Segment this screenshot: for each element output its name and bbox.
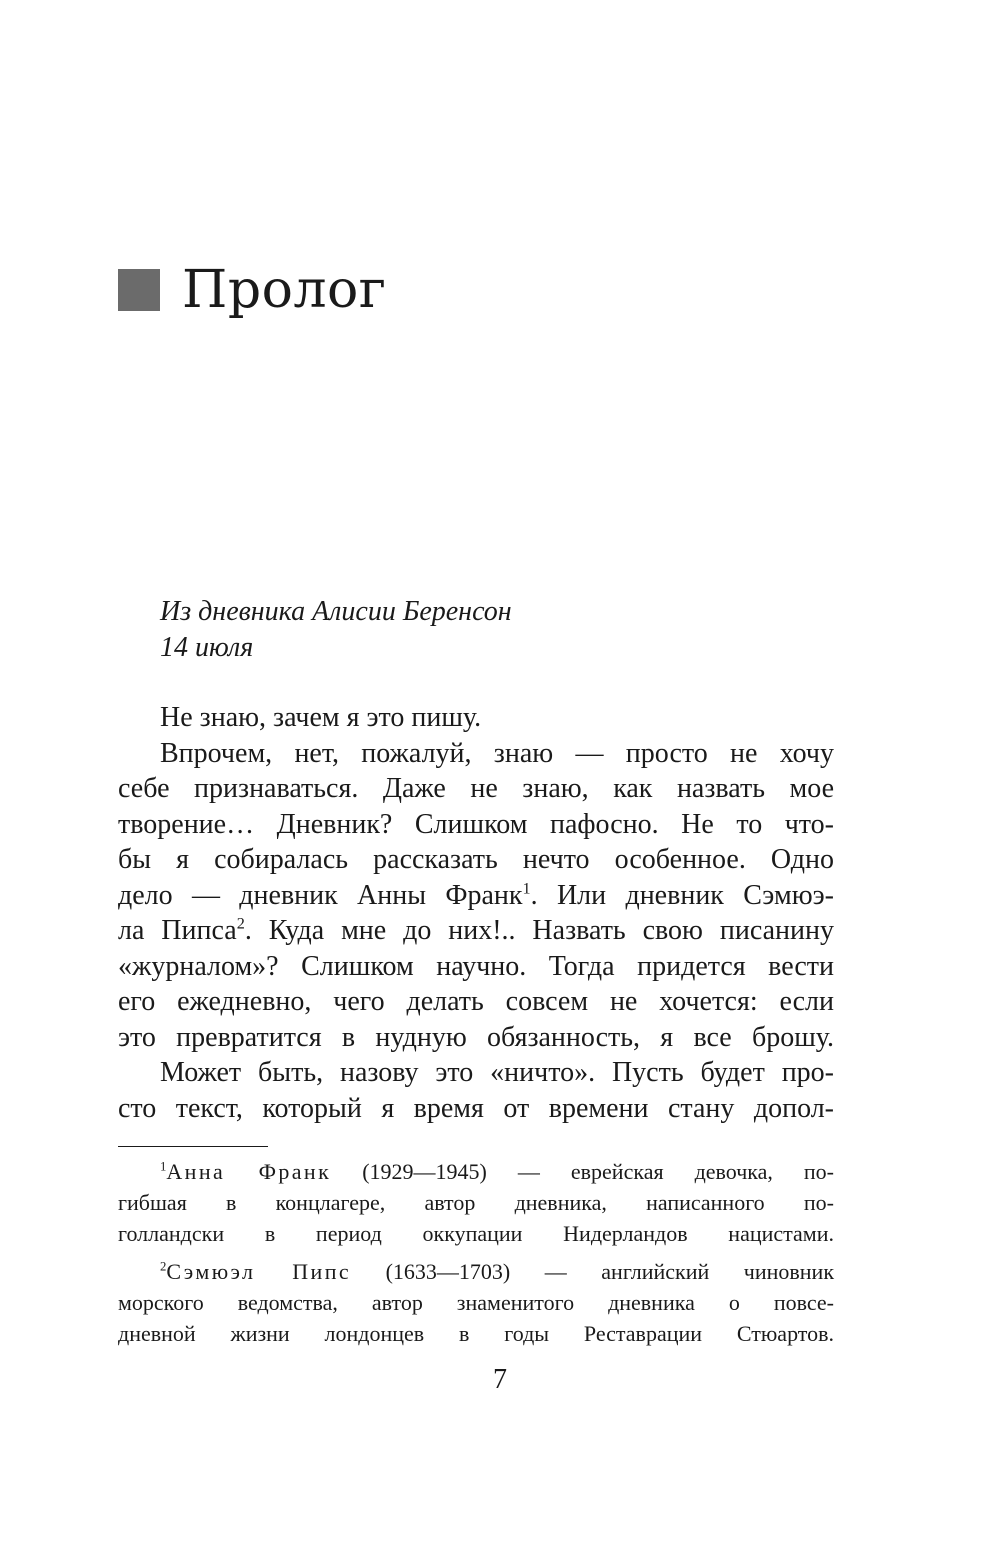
footnote-line: гибшая в концлагере, автор дневника, написанного по- <box>118 1190 834 1215</box>
body-line <box>118 913 834 949</box>
page-number: 7 <box>493 1364 507 1395</box>
footnote-divider <box>118 1146 268 1147</box>
body-text-fragment: ла Пипса <box>118 915 237 946</box>
body-line: бы я собиралась рассказать нечто особенное. Одно <box>118 844 834 875</box>
body-line: это превратится в нудную обязанность, я все брошу. <box>118 1021 834 1053</box>
footnote-text: (1929—1945) — еврейская девочка, по- <box>331 1159 834 1184</box>
body-line: Не знаю, зачем я это пишу. <box>160 702 482 733</box>
body-text-fragment: дело — дневник Анны Франк <box>118 879 523 911</box>
body-line: «журналом»? Слишком научно. Тогда придется вести <box>118 950 834 982</box>
footnote-line <box>118 1156 834 1187</box>
body-line: Впрочем, нет, пожалуй, знаю — просто не хочу <box>160 737 834 769</box>
epigraph-date: 14 июля <box>160 632 254 663</box>
footnote-text: (1633—1703) — английский чиновник <box>351 1259 835 1284</box>
chapter-title: Пролог <box>182 260 387 320</box>
footnote-ref-1[interactable]: 1 <box>522 879 531 898</box>
body-line: его ежедневно, чего делать совсем не хочется: если <box>118 986 834 1017</box>
footnotes <box>118 1156 834 1349</box>
footnote-line: дневной жизни лондонцев в годы Реставрации Стюартов. <box>118 1321 834 1346</box>
body-text <box>118 700 834 1126</box>
epigraph <box>160 594 512 666</box>
body-line: Может быть, назову это «ничто». Пусть будет про- <box>160 1057 834 1088</box>
chapter-heading <box>118 250 387 330</box>
body-line: сто текст, который я время от времени стану допол- <box>118 1092 834 1124</box>
footnote-marker: 1 <box>160 1159 167 1174</box>
epigraph-source: Из дневника Алисии Беренсон <box>160 596 512 627</box>
body-text-fragment: . Или дневник Сэмюэ- <box>530 879 834 911</box>
footnote-line <box>118 1256 834 1287</box>
body-text-fragment: . Куда мне до них!.. Назвать свою писанину <box>244 915 834 946</box>
footnote-line: голландски в период оккупации Нидерландов нацистами. <box>118 1221 834 1246</box>
footnote-ref-2[interactable]: 2 <box>236 914 245 933</box>
footnote-person-name: Сэмюэл Пипс <box>166 1259 352 1284</box>
body-line <box>118 878 834 914</box>
footnote-marker: 2 <box>160 1259 167 1274</box>
chapter-square-icon <box>118 269 160 311</box>
body-line: творение… Дневник? Слишком пафосно. Не то что- <box>118 808 834 840</box>
footnote-line: морского ведомства, автор знаменитого дневника о повсе- <box>118 1290 834 1315</box>
footnote-person-name: Анна Франк <box>166 1159 332 1184</box>
body-line: себе признаваться. Даже не знаю, как назвать мое <box>118 773 834 804</box>
